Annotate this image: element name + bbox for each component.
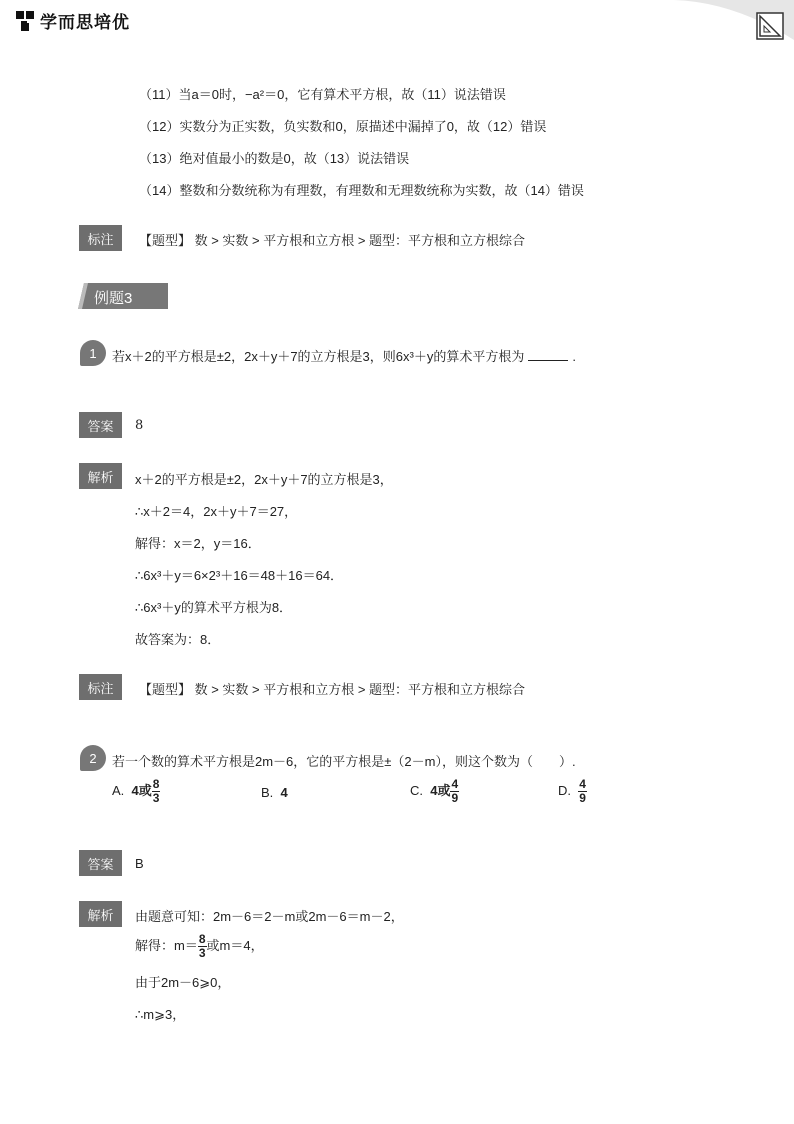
- tag-text: 【题型】 数 > 实数 > 平方根和立方根 > 题型：平方根和立方根综合: [139, 233, 526, 248]
- q1-solution-line: 解得：x＝2，y＝16．: [135, 536, 261, 551]
- tag-text: 【题型】 数 > 实数 > 平方根和立方根 > 题型：平方根和立方根综合: [139, 682, 526, 697]
- question-2-text: 若一个数的算术平方根是2m－6，它的平方根是±（2－m），则这个数为（ ）.: [112, 754, 576, 769]
- option-b: B. 4: [261, 785, 288, 800]
- fraction: $\frac{8}{3}$: [198, 932, 206, 960]
- q1-solution-line: ∴6x³＋y＝6×2³＋16＝48＋16＝64．: [135, 568, 344, 583]
- question-1-answer: 8: [135, 418, 144, 433]
- tag-label-badge: 标注: [79, 674, 122, 700]
- brand-logo: [14, 8, 130, 33]
- q2-solution-line: 由题意可知：2m－6＝2－m或2m－6＝m－2，: [135, 909, 404, 924]
- q1-solution-line: ∴6x³＋y的算术平方根为8．: [135, 600, 293, 615]
- fraction: $\frac{4}{9}$: [451, 777, 459, 805]
- tag-label-badge: 标注: [79, 225, 122, 251]
- q2-solution-line: 解得：m＝ $\frac{8}{3}$ 或m＝4，: [135, 932, 264, 960]
- example-label: 例题3: [94, 290, 133, 307]
- answer-label-badge: 答案: [79, 412, 122, 438]
- brand-name: 学而思培优: [40, 13, 130, 32]
- option-c: C. 4或 $\frac{4}{9}$: [410, 777, 459, 805]
- fraction: $\frac{8}{3}$: [152, 777, 160, 805]
- answer-label-badge: 答案: [79, 850, 122, 876]
- question-2-answer: B: [135, 856, 144, 871]
- q1-solution-line: x＋2的平方根是±2，2x＋y＋7的立方根是3，: [135, 472, 393, 487]
- question-number: 1: [80, 340, 106, 366]
- question-1-stem: 若x＋2的平方根是±2，2x＋y＋7的立方根是3，则6x³＋y的算术平方根为: [112, 349, 525, 364]
- brand-logo-icon: [14, 9, 36, 33]
- solution-label-badge: 解析: [79, 901, 122, 927]
- answer-blank: [528, 348, 568, 361]
- option-a: A. 4或 $\frac{8}{3}$: [112, 777, 160, 805]
- ruler-triangle-icon: [756, 12, 784, 40]
- q1-solution-line: 故答案为：8．: [135, 632, 221, 647]
- prev-item-12: （12）实数分为正实数，负实数和0，原描述中漏掉了0，故（12）错误: [139, 119, 547, 134]
- prev-item-11: （11）当a＝0时，−a²＝0，它有算术平方根，故（11）说法错误: [139, 87, 506, 102]
- question-1-text: [112, 346, 576, 365]
- q2-solution-line: ∴m⩾3，: [135, 1007, 186, 1022]
- q1-solution-line: ∴x＋2＝4，2x＋y＋7＝27，: [135, 504, 298, 519]
- prev-item-14: （14）整数和分数统称为有理数，有理数和无理数统称为实数，故（14）错误: [139, 183, 584, 198]
- solution-label-badge: 解析: [79, 463, 122, 489]
- question-number: 2: [80, 745, 106, 771]
- q2-solution-line: 由于2m－6⩾0，: [135, 975, 231, 990]
- question-1-period: .: [572, 349, 576, 364]
- option-d: D. $\frac{4}{9}$: [558, 777, 586, 805]
- fraction: $\frac{4}{9}$: [579, 777, 586, 805]
- prev-item-13: （13）绝对值最小的数是0，故（13）说法错误: [139, 151, 410, 166]
